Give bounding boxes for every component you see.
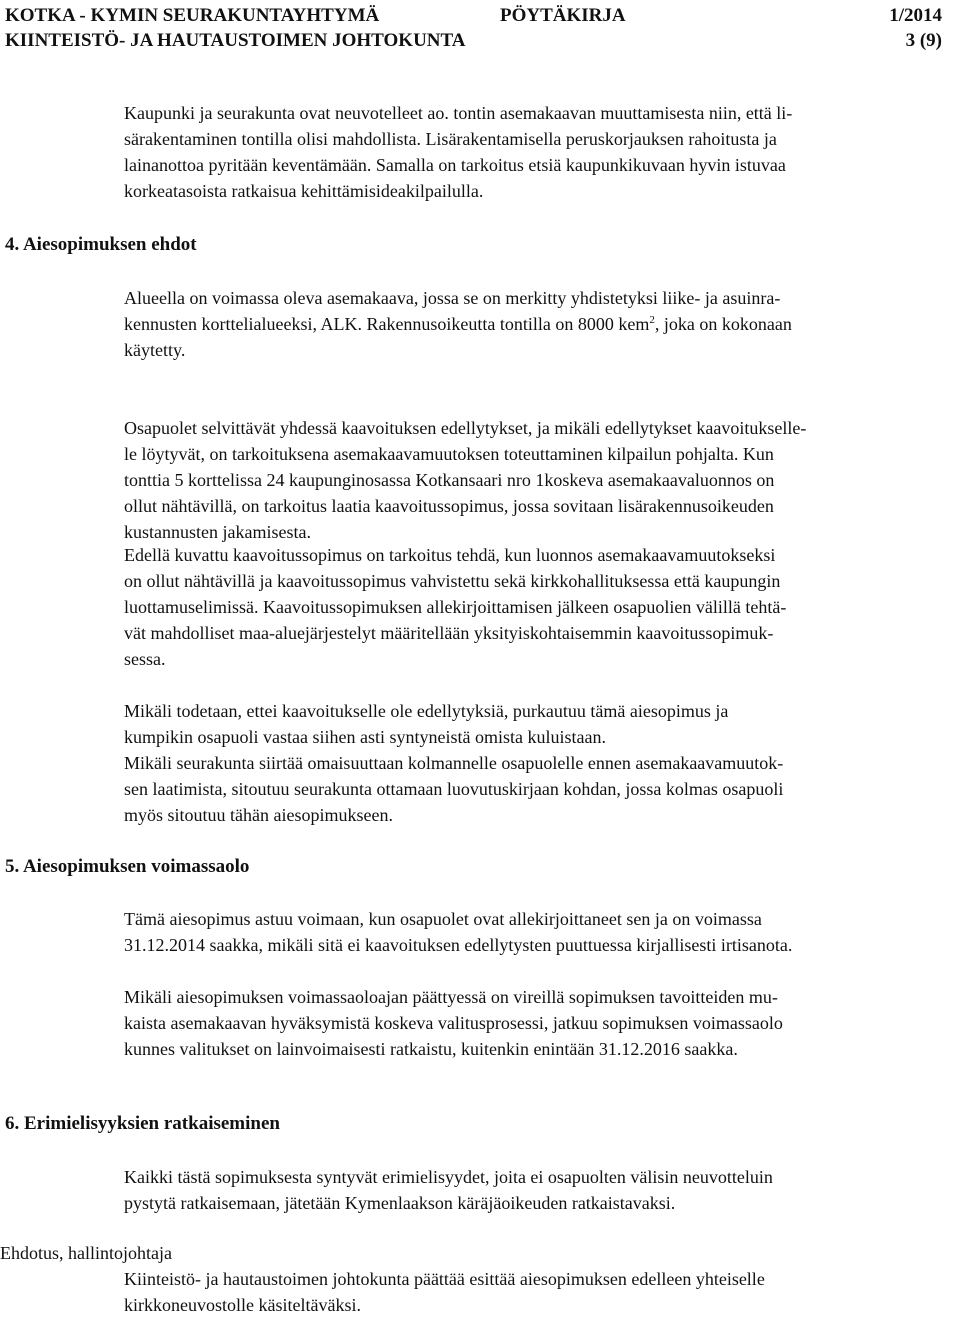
text-line: Kaupunki ja seurakunta ovat neuvotelleet ao. tontin asemakaavan muuttamisesta niin, että li-	[124, 103, 793, 123]
text-line: Tämä aiesopimus astuu voimaan, kun osapuolet ovat allekirjoittaneet sen ja on voimassa	[124, 909, 762, 929]
text-line: le löytyvät, on tarkoituksena asemakaavamuutoksen toteuttaminen kilpailun pohjalta. Kun	[124, 444, 774, 464]
proposal-paragraph	[124, 1266, 958, 1318]
text-line: korkeatasoista ratkaisua kehittämisideakilpailulla.	[124, 181, 484, 201]
text-line: Kiinteistö- ja hautaustoimen johtokunta päättää esittää aiesopimuksen edelleen yhteiselle	[124, 1269, 765, 1289]
text-line: kaista asemakaavan hyväksymistä koskeva valitusprosessi, jatkuu sopimuksen voimassaolo	[124, 1013, 783, 1033]
section-4-paragraph-4	[124, 698, 958, 828]
text-line: kumpikin osapuoli vastaa siihen asti syntyneistä omista kuluistaan.	[124, 727, 606, 747]
text-line: ollut nähtävillä, on tarkoitus laatia kaavoitussopimus, jossa sovitaan lisärakennusoikeuden	[124, 496, 774, 516]
header-org: KOTKA - KYMIN SEURAKUNTAYHTYMÄ	[5, 5, 380, 26]
header-doc-number: 1/2014	[889, 5, 942, 26]
text-line: luottamuselimissä. Kaavoitussopimuksen allekirjoittamisen jälkeen osapuolien välillä tehtä-	[124, 597, 787, 617]
proposal-label: Ehdotus, hallintojohtaja	[0, 1243, 172, 1263]
section-5-paragraph-2	[124, 984, 958, 1062]
text-line: kustannusten jakamisesta.	[124, 522, 311, 542]
section-5-paragraph-1	[124, 906, 958, 958]
text-line: 31.12.2014 saakka, mikäli sitä ei kaavoituksen edellytysten puuttuessa kirjallisesti irtisanota.	[124, 935, 793, 955]
header-board: KIINTEISTÖ- JA HAUTAUSTOIMEN JOHTOKUNTA	[5, 30, 466, 51]
text-fragment: , joka on kokonaan	[654, 314, 792, 334]
section-6-heading: 6. Erimielisyyksien ratkaiseminen	[5, 1113, 280, 1134]
intro-paragraph	[124, 100, 958, 204]
section-4-heading: 4. Aiesopimuksen ehdot	[5, 234, 197, 255]
text-fragment: kennusten korttelialueeksi, ALK. Rakennusoikeutta tontilla on 8000 kem	[124, 314, 650, 334]
text-line: myös sitoutuu tähän aiesopimukseen.	[124, 805, 393, 825]
text-line: Mikäli todetaan, ettei kaavoitukselle ole edellytyksiä, purkautuu tämä aiesopimus ja	[124, 701, 729, 721]
text-line: sessa.	[124, 649, 166, 669]
section-5-heading: 5. Aiesopimuksen voimassaolo	[5, 856, 250, 877]
header-page-number: 3 (9)	[905, 30, 942, 51]
text-line: Mikäli aiesopimuksen voimassaoloajan päättyessä on vireillä sopimuksen tavoitteiden mu-	[124, 987, 778, 1007]
text-line: sen laatimista, sitoutuu seurakunta ottamaan luovutuskirjaan kohdan, jossa kolmas osapuoli	[124, 779, 784, 799]
text-line: kunnes valitukset on lainvoimaisesti ratkaistu, kuitenkin enintään 31.12.2016 saakka.	[124, 1039, 738, 1059]
text-line: kirkkoneuvostolle käsiteltäväksi.	[124, 1295, 361, 1315]
text-line: Alueella on voimassa oleva asemakaava, jossa se on merkitty yhdistetyksi liike- ja asuinra-	[124, 288, 781, 308]
superscript: 2	[649, 314, 655, 326]
header-doc-type: PÖYTÄKIRJA	[500, 5, 626, 26]
text-line: tonttia 5 korttelissa 24 kaupunginosassa Kotkansaari nro 1koskeva asemakaavaluonnos on	[124, 470, 775, 490]
text-line: on ollut nähtävillä ja kaavoitussopimus vahvistettu sekä kirkkohallituksessa että kaupungin	[124, 571, 781, 591]
text-line: Osapuolet selvittävät yhdessä kaavoituksen edellytykset, ja mikäli edellytykset kaavoitukselle-	[124, 418, 807, 438]
section-6-paragraph-1	[124, 1164, 958, 1216]
text-line: pystytä ratkaisemaan, jätetään Kymenlaakson käräjäoikeuden ratkaistavaksi.	[124, 1193, 676, 1213]
text-line: lainanottoa pyritään keventämään. Samalla on tarkoitus etsiä kaupunkikuvaan hyvin istuvaa	[124, 155, 786, 175]
text-line: Mikäli seurakunta siirtää omaisuuttaan kolmannelle osapuolelle ennen asemakaavamuutok-	[124, 753, 784, 773]
text-line: särakentaminen tontilla olisi mahdollista. Lisärakentamisella peruskorjauksen rahoitusta ja	[124, 129, 777, 149]
section-4-paragraph-1	[124, 285, 958, 363]
text-line	[124, 311, 958, 337]
text-line: käytetty.	[124, 340, 186, 360]
text-line: vät mahdolliset maa-aluejärjestelyt määritellään yksityiskohtaisemmin kaavoitussopimuk-	[124, 623, 774, 643]
section-4-paragraph-2	[124, 415, 958, 545]
text-line: Kaikki tästä sopimuksesta syntyvät erimielisyydet, joita ei osapuolten välisin neuvotteluin	[124, 1167, 773, 1187]
section-4-paragraph-3	[124, 542, 958, 672]
text-line: Edellä kuvattu kaavoitussopimus on tarkoitus tehdä, kun luonnos asemakaavamuutokseksi	[124, 545, 776, 565]
